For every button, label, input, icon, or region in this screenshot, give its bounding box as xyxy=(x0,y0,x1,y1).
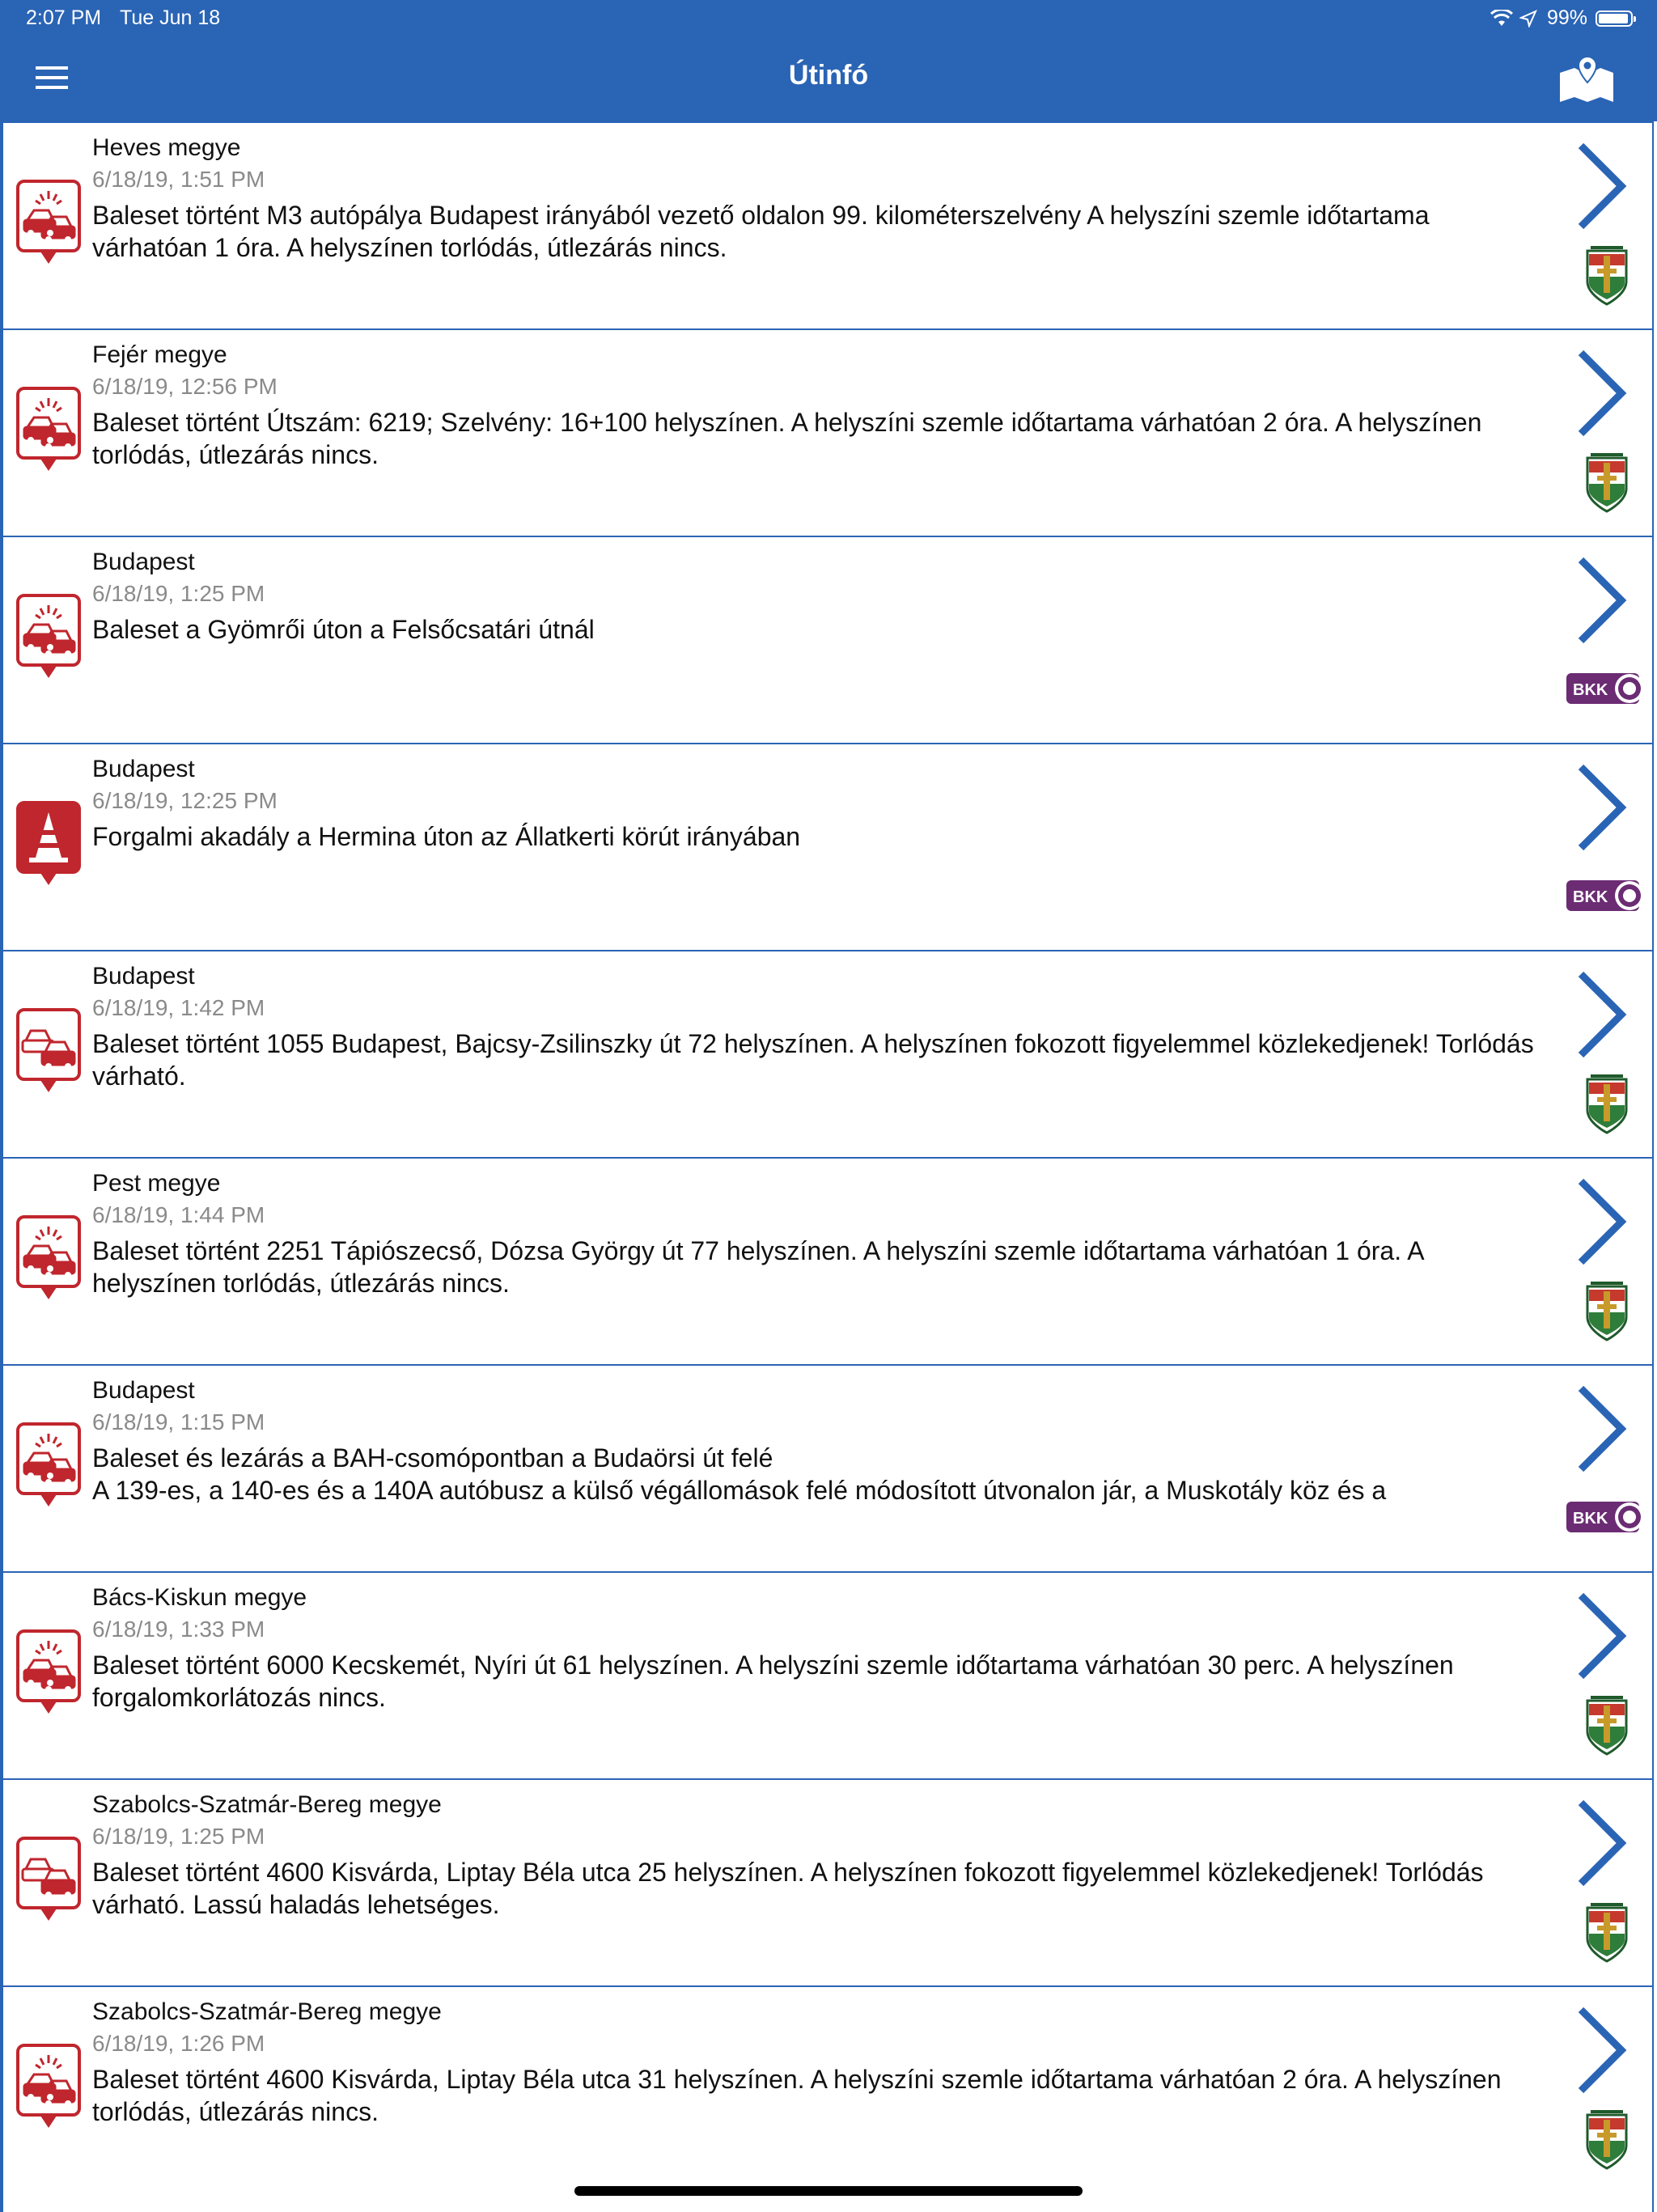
incident-list xyxy=(0,121,1657,2212)
map-pin-icon[interactable] xyxy=(1558,55,1615,104)
accident-icon xyxy=(16,387,81,472)
incident-timestamp: 6/18/19, 1:15 PM xyxy=(92,1409,265,1434)
incident-timestamp: 6/18/19, 1:42 PM xyxy=(92,995,265,1020)
chevron-right-icon[interactable] xyxy=(1574,1591,1629,1681)
incident-timestamp: 6/18/19, 1:51 PM xyxy=(92,167,265,192)
incident-description: Baleset történt M3 autópálya Budapest irányából vezető oldalon 99. kilométerszelvény A helyszíni szemle időtartama várhatóan 1 óra. A helyszínen torlódás, útlezárás nincs. xyxy=(92,201,1430,262)
status-bar xyxy=(0,0,1657,37)
incident-region: Szabolcs-Szatmár-Bereg megye xyxy=(92,1998,442,2025)
battery-percent: 99% xyxy=(1546,6,1587,29)
incident-description: Baleset történt 4600 Kisvárda, Liptay Béla utca 31 helyszínen. A helyszíni szemle időtartama várhatóan 2 óra. A helyszínen torlódás, útlezárás nincs. xyxy=(92,2065,1502,2126)
incident-timestamp: 6/18/19, 12:56 PM xyxy=(92,374,278,399)
battery-icon xyxy=(1596,11,1633,27)
incident-row[interactable] xyxy=(0,1364,1654,1571)
wifi-icon xyxy=(1490,10,1513,28)
incident-region: Szabolcs-Szatmár-Bereg megye xyxy=(92,1791,442,1818)
incident-timestamp: 6/18/19, 1:33 PM xyxy=(92,1617,265,1642)
incident-row[interactable] xyxy=(0,1571,1654,1778)
incident-row[interactable] xyxy=(0,1157,1654,1364)
status-right xyxy=(1490,6,1633,30)
incident-description: Baleset történt Útszám: 6219; Szelvény: 16+100 helyszínen. A helyszíni szemle időtartama várhatóan 2 óra. A helyszínen torlódás, útlezárás nincs. xyxy=(92,408,1482,469)
chevron-right-icon[interactable] xyxy=(1574,1384,1629,1474)
incident-region: Pest megye xyxy=(92,1170,221,1197)
incident-row[interactable] xyxy=(0,536,1654,743)
accident-icon xyxy=(16,1215,81,1301)
incident-timestamp: 6/18/19, 1:26 PM xyxy=(92,2031,265,2056)
incident-timestamp: 6/18/19, 1:44 PM xyxy=(92,1202,265,1227)
incident-region: Budapest xyxy=(92,1377,195,1404)
incident-description: Forgalmi akadály a Hermina úton az Állatkerti körút irányában xyxy=(92,822,801,851)
location-arrow-icon xyxy=(1519,10,1537,28)
incident-region: Budapest xyxy=(92,549,195,575)
home-indicator xyxy=(574,2186,1083,2196)
page-title: Útinfó xyxy=(788,60,869,91)
incident-timestamp: 6/18/19, 12:25 PM xyxy=(92,788,278,813)
chevron-right-icon[interactable] xyxy=(1574,555,1629,646)
traffic-jam-icon xyxy=(16,1837,81,1922)
incident-row[interactable] xyxy=(0,121,1654,328)
bkk-label: BKK xyxy=(1573,681,1608,699)
bkk-logo-icon xyxy=(1565,1498,1647,1536)
police-crest-icon xyxy=(1583,453,1631,513)
incident-row[interactable] xyxy=(0,1778,1654,1985)
traffic-cone-icon xyxy=(16,801,81,887)
chevron-right-icon[interactable] xyxy=(1574,969,1629,1060)
chevron-right-icon[interactable] xyxy=(1574,762,1629,853)
incident-description: Baleset történt 6000 Kecskemét, Nyíri út 61 helyszínen. A helyszíni szemle időtartama várhatóan 30 perc. A helyszínen forgalomkorlátozás nincs. xyxy=(92,1651,1454,1712)
incident-region: Bács-Kiskun megye xyxy=(92,1584,307,1611)
incident-description: Baleset történt 1055 Budapest, Bajcsy-Zsilinszky út 72 helyszínen. A helyszínen fokozott figyelemmel közlekedjenek! Torlódás várható. xyxy=(92,1029,1534,1091)
accident-icon xyxy=(16,594,81,680)
incident-row[interactable] xyxy=(0,743,1654,950)
chevron-right-icon[interactable] xyxy=(1574,141,1629,231)
incident-description: Baleset történt 2251 Tápiószecső, Dózsa György út 77 helyszínen. A helyszíni szemle időtartama várhatóan 1 óra. A helyszínen torlódás, útlezárás nincs. xyxy=(92,1236,1423,1298)
accident-icon xyxy=(16,2044,81,2129)
incident-row[interactable] xyxy=(0,950,1654,1157)
incident-region: Fejér megye xyxy=(92,341,227,368)
chevron-right-icon[interactable] xyxy=(1574,1176,1629,1267)
accident-icon xyxy=(16,1629,81,1715)
incident-row[interactable] xyxy=(0,328,1654,536)
police-crest-icon xyxy=(1583,1903,1631,1963)
bkk-logo-icon xyxy=(1565,877,1647,914)
incident-description: Baleset és lezárás a BAH-csomópontban a Budaörsi út felé A 139-es, a 140-es és a 140A autóbusz a külső végállomások felé módosított útvonalon jár, a Muskotály köz és a xyxy=(92,1443,1387,1505)
incident-row[interactable] xyxy=(0,1985,1654,2212)
bkk-logo-icon xyxy=(1565,670,1647,707)
incident-description: Baleset történt 4600 Kisvárda, Liptay Béla utca 25 helyszínen. A helyszínen fokozott figyelemmel közlekedjenek! Torlódás várható. Lassú haladás lehetséges. xyxy=(92,1858,1484,1919)
incident-region: Budapest xyxy=(92,756,195,782)
bkk-label: BKK xyxy=(1573,888,1608,906)
accident-icon xyxy=(16,1422,81,1508)
bkk-label: BKK xyxy=(1573,1510,1608,1528)
navigation-bar xyxy=(0,37,1657,121)
incident-description: Baleset a Gyömrői úton a Felsőcsatári útnál xyxy=(92,615,595,644)
police-crest-icon xyxy=(1583,246,1631,306)
incident-region: Budapest xyxy=(92,963,195,989)
chevron-right-icon[interactable] xyxy=(1574,348,1629,439)
police-crest-icon xyxy=(1583,2110,1631,2170)
chevron-right-icon[interactable] xyxy=(1574,1798,1629,1888)
status-date: Tue Jun 18 xyxy=(120,6,221,29)
police-crest-icon xyxy=(1583,1282,1631,1341)
chevron-right-icon[interactable] xyxy=(1574,2005,1629,2095)
accident-icon xyxy=(16,180,81,265)
incident-timestamp: 6/18/19, 1:25 PM xyxy=(92,581,265,606)
incident-timestamp: 6/18/19, 1:25 PM xyxy=(92,1824,265,1849)
police-crest-icon xyxy=(1583,1074,1631,1134)
traffic-jam-icon xyxy=(16,1008,81,1094)
status-time: 2:07 PM xyxy=(26,6,102,29)
police-crest-icon xyxy=(1583,1696,1631,1756)
incident-region: Heves megye xyxy=(92,134,241,161)
